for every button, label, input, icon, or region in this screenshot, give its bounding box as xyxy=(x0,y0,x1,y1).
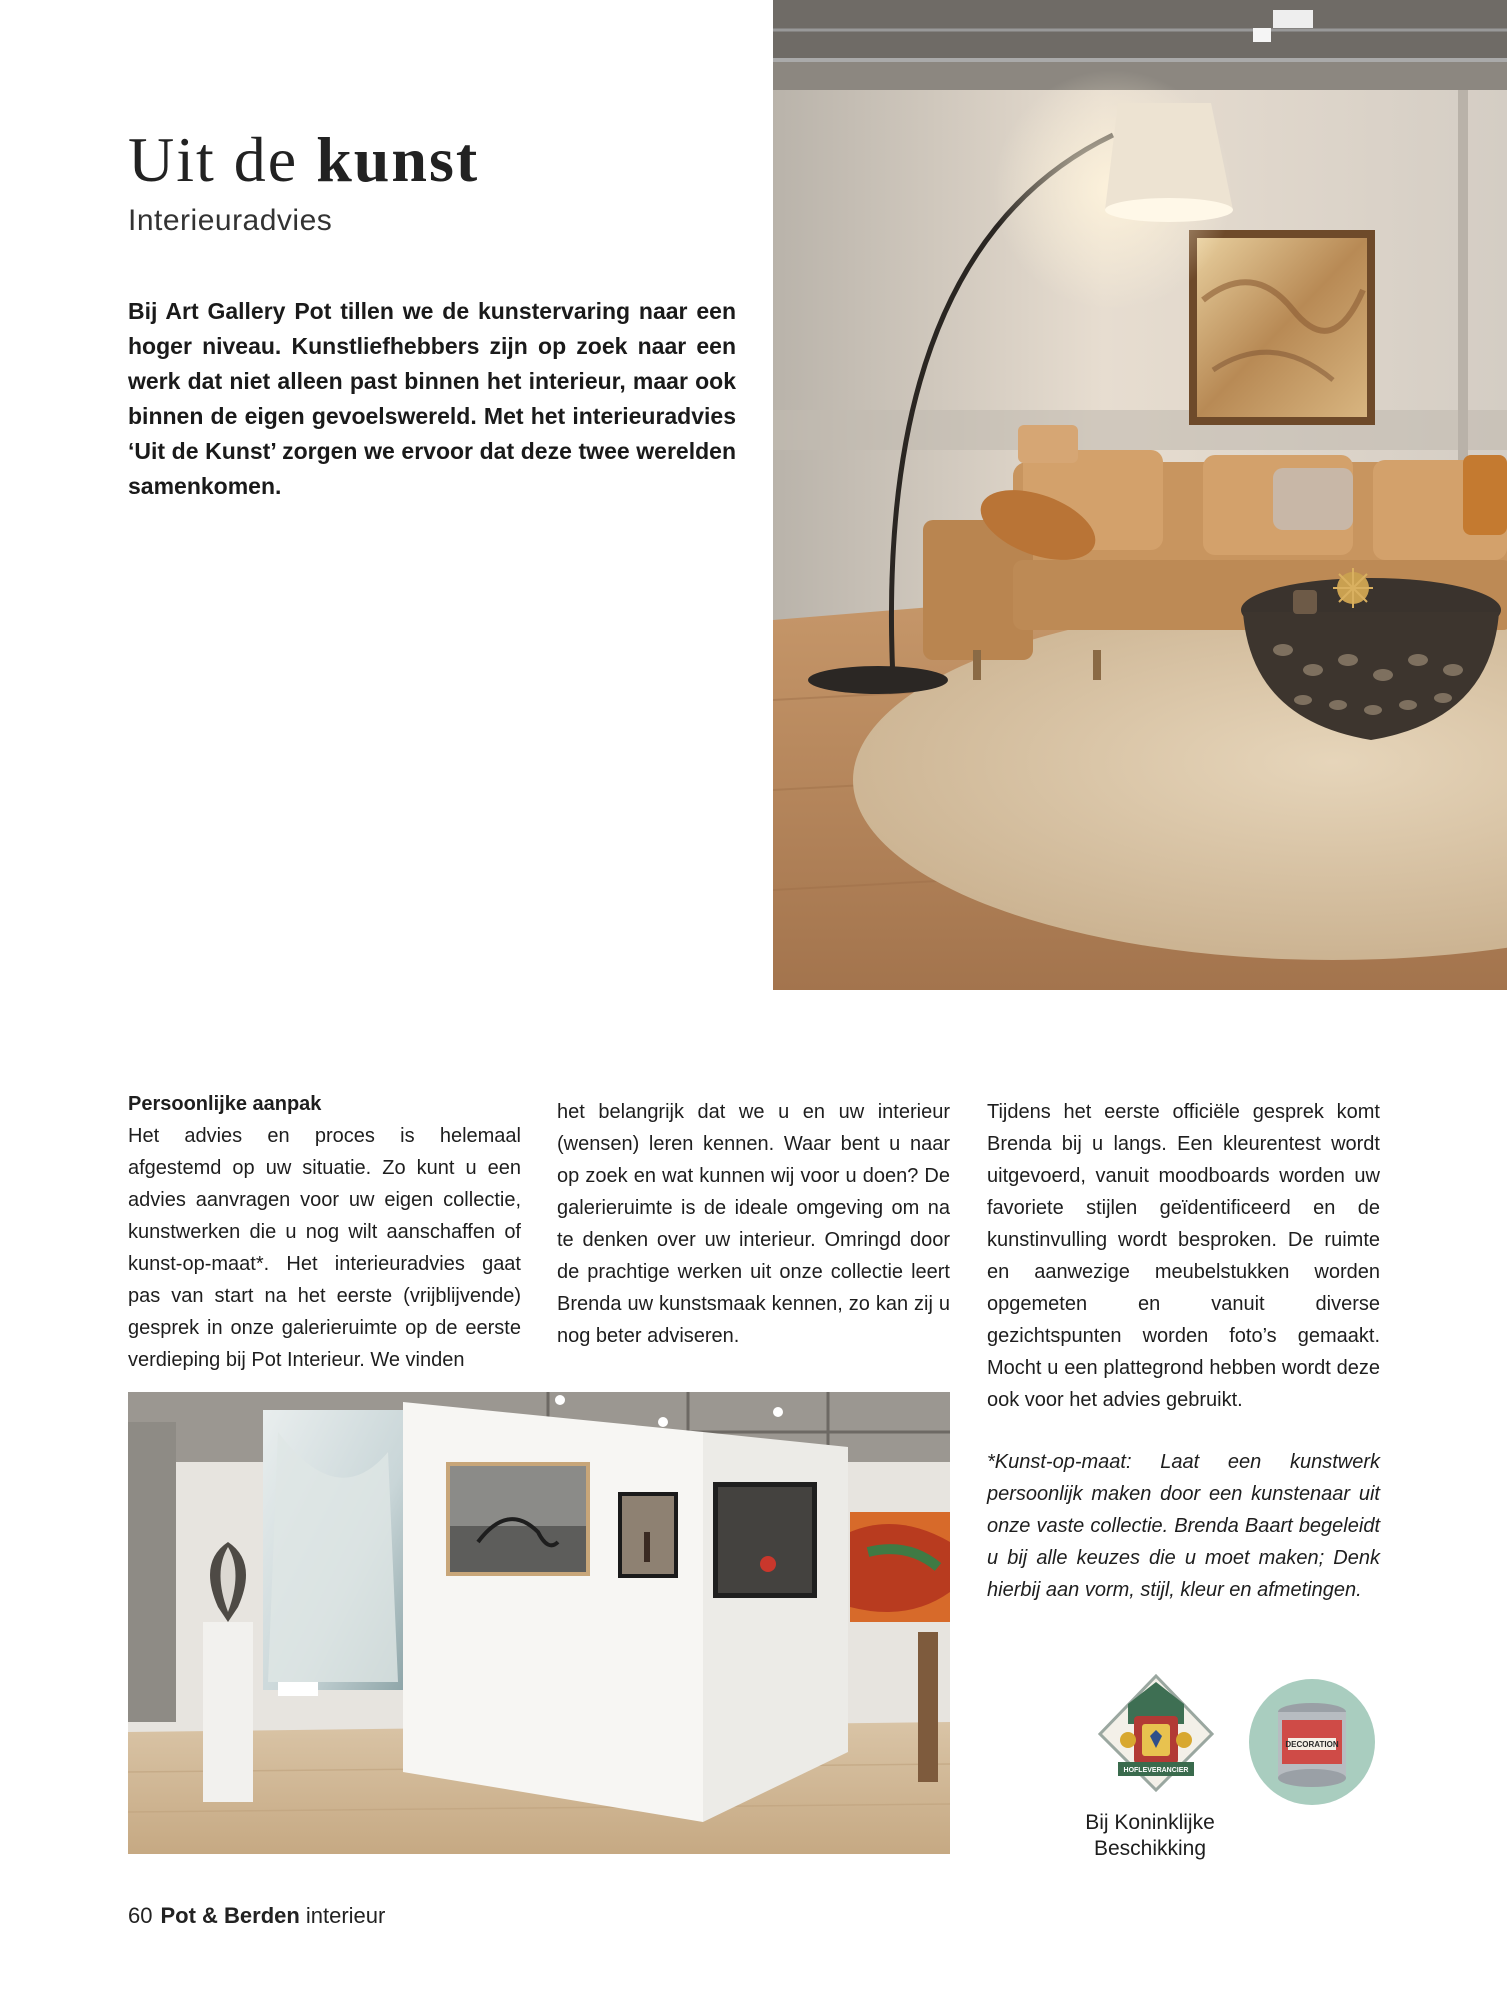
royal-warrant-crest xyxy=(1098,1674,1214,1792)
intro-paragraph: Bij Art Gallery Pot tillen we de kunstervaring naar een hoger niveau. Kunstliefhebbers zijn op zoek naar een werk dat niet alleen past binnen het interieur, maar ook binnen de eigen gevoelswereld. Met het interieuradvies ‘Uit de Kunst’ zorgen we ervoor dat deze twee werelden samenkomen. xyxy=(128,298,736,499)
column-2-text: het belangrijk dat we u en uw interieur (wensen) leren kennen. Waar bent u naar op zoek en wat kunnen wij voor u doen? De galerieruimte is de ideale omgeving om na te denken over uw interieur. Omringd door de prachtige werken uit onze collectie leert Brenda uw kunstsmaak kennen, zo kan zij u nog beter adviseren. xyxy=(557,1101,950,1347)
footer-brand: Pot & Berden xyxy=(160,1903,300,1928)
title-bold: kunst xyxy=(316,124,480,195)
page-number: 60 xyxy=(128,1903,153,1928)
column-3-text: Tijdens het eerste officiële gesprek komt Brenda bij u langs. Een kleurentest wordt uitgevoerd, vanuit moodboards worden uw favoriete stijlen geïdentificeerd en de kunstinvulling wordt besproken. De ruimte en aanwezige meubelstukken worden opgemeten en vanuit diverse gezichtspunten worden foto’s gemaakt. Mocht u een plattegrond hebben wordt deze ook voor het advies gebruikt. xyxy=(987,1101,1380,1411)
title-light: Uit de xyxy=(128,124,299,195)
text-column-1 xyxy=(128,1088,521,1376)
section-heading: Persoonlijke aanpak xyxy=(128,1093,322,1115)
page-subtitle: Interieuradvies xyxy=(128,204,333,237)
paint-can-label: DECORATION xyxy=(1285,1740,1339,1749)
badge-caption-line-1: Bij Koninklijke xyxy=(1085,1811,1215,1834)
badge-caption xyxy=(1060,1810,1240,1862)
column-1-text: Het advies en proces is helemaal afgestemd op uw situatie. Zo kunt u een advies aanvragen voor uw eigen collectie, kunstwerken die u nog wilt aanschaffen of kunst-op-maat*. Het interieuradvies gaat pas van start na het eerste (vrijblijvende) gesprek in onze galerieruimte op de eerste verdieping bij Pot Interieur. We vinden xyxy=(128,1125,521,1371)
badge-caption-line-2: Beschikking xyxy=(1093,1837,1207,1860)
decoration-paint-can-badge xyxy=(1248,1678,1376,1806)
crest-ribbon-text: HOFLEVERANCIER xyxy=(1123,1767,1189,1774)
kunst-op-maat-footnote: *Kunst-op-maat: Laat een kunstwerk persoonlijk maken door een kunstenaar uit onze vaste collectie. Brenda Baart begeleidt u bij alle keuzes die u moet maken; Denk hierbij aan vorm, stijl, kleur en afmetingen. xyxy=(987,1451,1380,1601)
footer-suffix: interieur xyxy=(305,1903,386,1928)
page-title xyxy=(128,124,480,195)
living-room-photo xyxy=(773,0,1507,990)
page-footer xyxy=(128,1903,385,1929)
gallery-photo xyxy=(128,1392,950,1854)
